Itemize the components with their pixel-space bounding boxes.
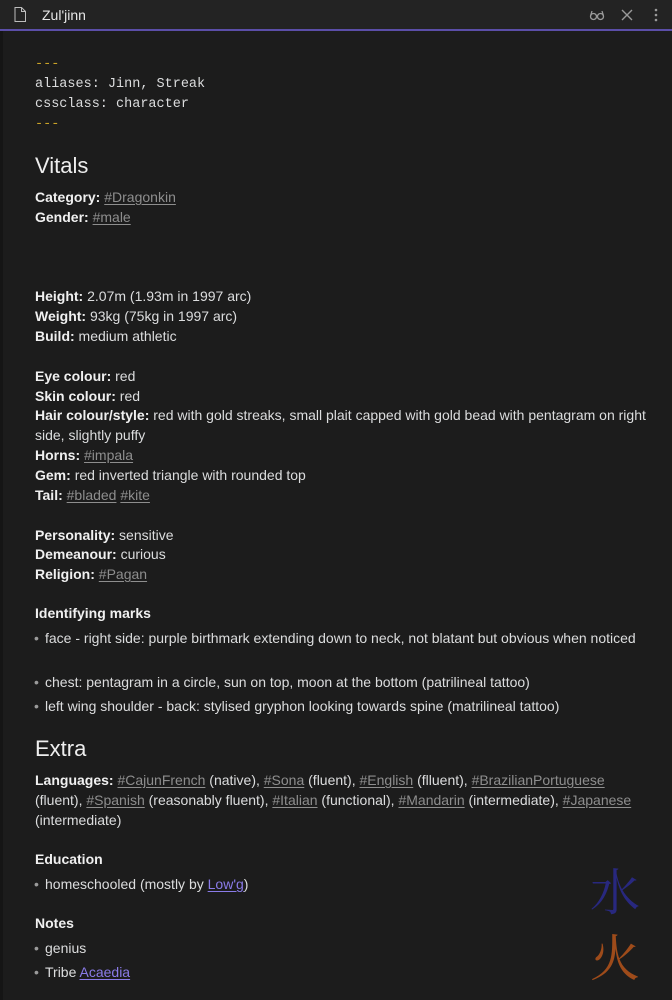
religion-line	[35, 564, 147, 584]
gem-label: Gem:	[35, 467, 71, 483]
notes-heading: Notes	[35, 915, 74, 931]
personality-value: sensitive	[119, 527, 174, 543]
more-options-icon[interactable]	[648, 7, 664, 23]
lowg-link[interactable]: Low'g	[207, 876, 244, 892]
horns-label: Horns:	[35, 447, 81, 463]
frontmatter-open: ---	[35, 57, 60, 72]
language-note: (fluent),	[35, 792, 87, 808]
reading-view-icon[interactable]	[589, 7, 605, 23]
language-note: (functional),	[317, 792, 399, 808]
tab-title[interactable]: Zul'jinn	[42, 7, 86, 23]
build-line	[35, 326, 177, 346]
eye-line	[35, 366, 135, 386]
list-item: • chest: pentagram in a circle, sun on top, moon at the bottom (patrilineal tattoo)	[35, 672, 650, 692]
frontmatter-cssclass: cssclass: character	[35, 97, 189, 112]
language-tag[interactable]: #Italian	[272, 792, 318, 808]
weight-value: 93kg (75kg in 1997 arc)	[89, 308, 238, 324]
build-value: medium athletic	[78, 328, 177, 344]
left-edge	[0, 31, 3, 1000]
languages-label: Languages:	[35, 772, 114, 788]
languages-line	[35, 770, 650, 830]
language-note: (intermediate)	[35, 812, 122, 828]
gem-value: red inverted triangle with rounded top	[74, 467, 306, 483]
frontmatter	[35, 55, 205, 135]
gender-tag[interactable]: #male	[92, 209, 131, 225]
personality-line	[35, 525, 174, 545]
category-label: Category:	[35, 189, 101, 205]
frontmatter-close: ---	[35, 117, 60, 132]
personality-label: Personality:	[35, 527, 116, 543]
height-value: 2.07m (1.93m in 1997 arc)	[87, 288, 252, 304]
height-line	[35, 286, 251, 306]
language-tag[interactable]: #Japanese	[562, 792, 632, 808]
hair-line	[35, 405, 650, 445]
frontmatter-aliases: aliases: Jinn, Streak	[35, 77, 206, 92]
watermark-glyph-bottom: 火	[590, 930, 640, 988]
gender-label: Gender:	[35, 209, 89, 225]
list-item	[35, 874, 650, 894]
gem-line	[35, 465, 306, 485]
list-item: • genius	[35, 938, 650, 958]
tail-tag-kite[interactable]: #kite	[120, 487, 150, 503]
demeanour-label: Demeanour:	[35, 546, 117, 562]
hair-value: red with gold streaks, small plait capped with gold bead with pentagram on right side, slightly puffy	[35, 407, 646, 443]
tail-label: Tail:	[35, 487, 63, 503]
religion-tag[interactable]: #Pagan	[98, 566, 148, 582]
language-tag[interactable]: #Sona	[263, 772, 305, 788]
identifying-marks-heading: Identifying marks	[35, 605, 151, 621]
list-item: • left wing shoulder - back: stylised gryphon looking towards spine (matrilineal tattoo)	[35, 696, 650, 716]
tail-line	[35, 485, 150, 505]
language-tag[interactable]: #Spanish	[86, 792, 145, 808]
tribe-text: Tribe	[45, 964, 80, 980]
language-note: (intermediate),	[464, 792, 563, 808]
skin-line	[35, 386, 140, 406]
demeanour-value: curious	[120, 546, 166, 562]
watermark-logo	[580, 858, 650, 993]
horns-tag[interactable]: #impala	[84, 447, 134, 463]
height-label: Height:	[35, 288, 84, 304]
language-note: (fluent),	[304, 772, 360, 788]
build-label: Build:	[35, 328, 75, 344]
extra-heading: Extra	[35, 736, 87, 761]
language-note: (reasonably fluent),	[144, 792, 273, 808]
demeanour-line	[35, 544, 166, 564]
vitals-heading: Vitals	[35, 153, 89, 178]
list-item	[35, 962, 650, 982]
religion-label: Religion:	[35, 566, 95, 582]
horns-line	[35, 445, 133, 465]
education-text: homeschooled (mostly by	[45, 876, 208, 892]
hair-label: Hair colour/style:	[35, 407, 150, 423]
language-tag[interactable]: #BrazilianPortuguese	[471, 772, 605, 788]
education-end: )	[243, 876, 249, 892]
tab-header	[0, 0, 672, 31]
close-icon[interactable]	[619, 7, 635, 23]
language-tag[interactable]: #Mandarin	[398, 792, 465, 808]
weight-line	[35, 306, 237, 326]
skin-label: Skin colour:	[35, 388, 116, 404]
language-tag[interactable]: #English	[359, 772, 414, 788]
tail-tag-bladed[interactable]: #bladed	[66, 487, 117, 503]
skin-value: red	[119, 388, 141, 404]
file-icon	[14, 7, 26, 22]
category-line	[35, 187, 176, 207]
eye-label: Eye colour:	[35, 368, 112, 384]
watermark-glyph-top: 水	[590, 864, 640, 922]
language-note: (native),	[205, 772, 264, 788]
list-item: • face - right side: purple birthmark extending down to neck, not blatant but obvious when noticed	[35, 628, 650, 648]
category-tag[interactable]: #Dragonkin	[104, 189, 176, 205]
eye-value: red	[115, 368, 136, 384]
gender-line	[35, 207, 131, 227]
education-heading: Education	[35, 851, 103, 867]
language-note: (flluent),	[413, 772, 472, 788]
acaedia-link[interactable]: Acaedia	[79, 964, 131, 980]
weight-label: Weight:	[35, 308, 87, 324]
language-tag[interactable]: #CajunFrench	[117, 772, 206, 788]
